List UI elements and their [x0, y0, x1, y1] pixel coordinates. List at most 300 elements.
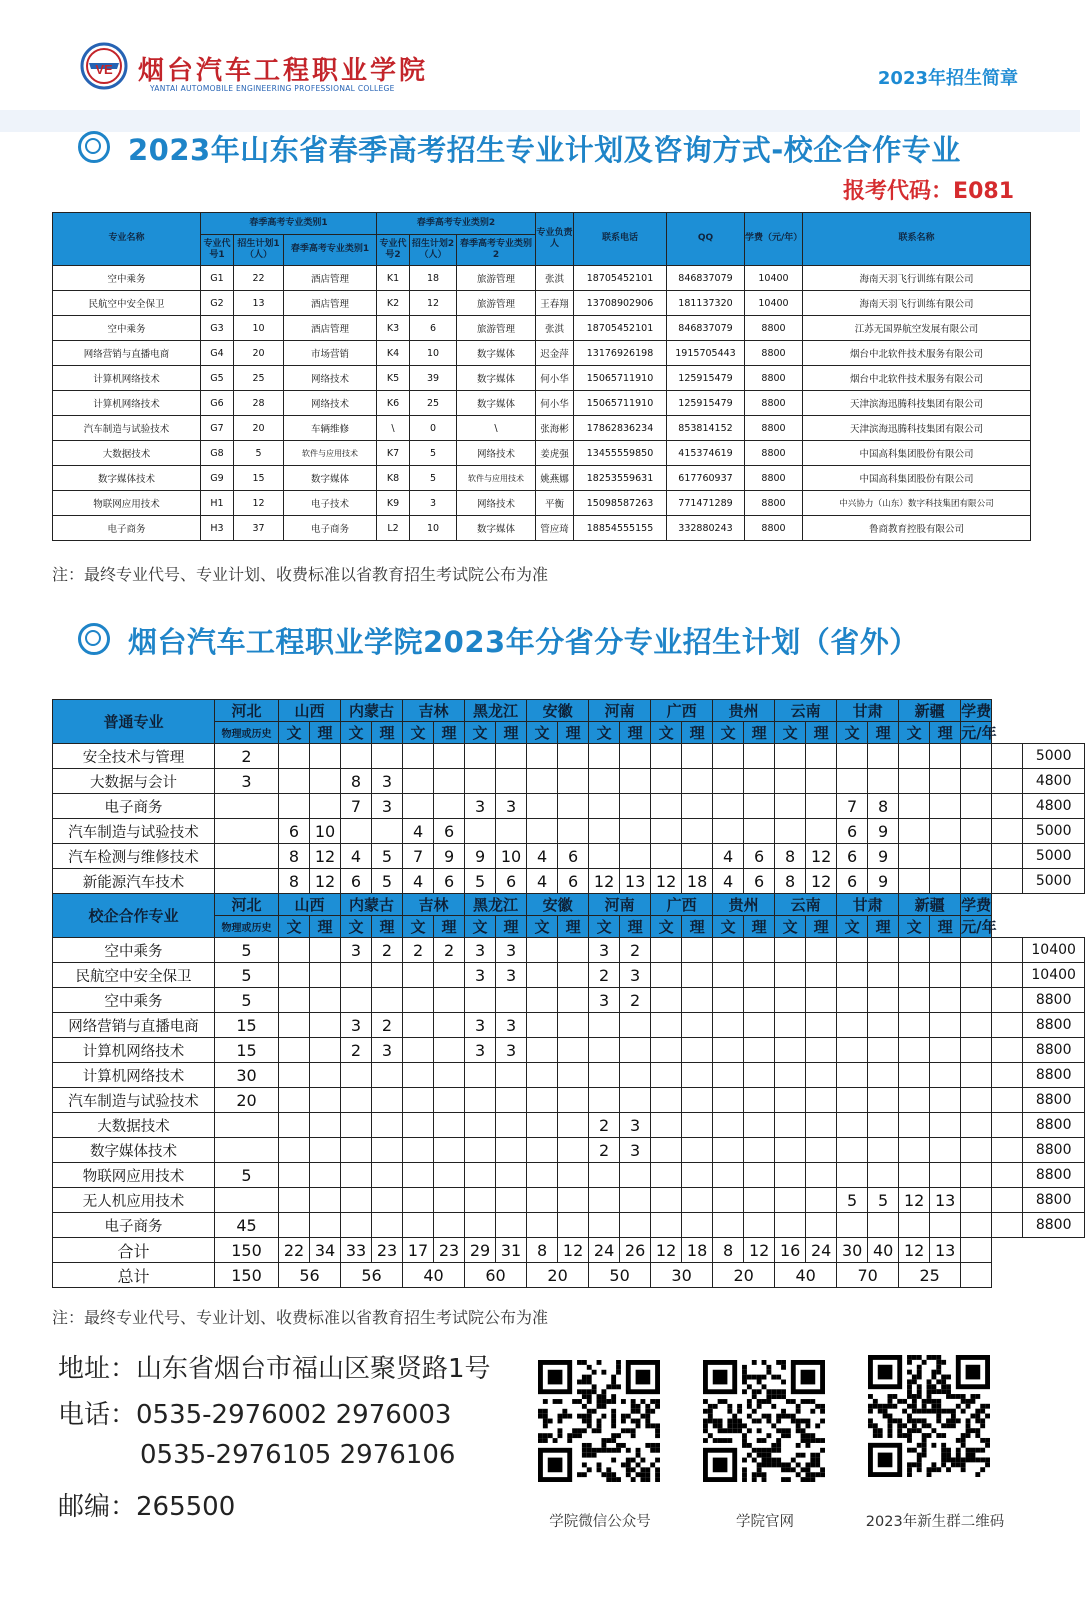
table-cell: 数字媒体	[457, 366, 536, 391]
table-cell: K5	[377, 366, 410, 391]
table-cell	[775, 744, 806, 769]
subject-header: 理	[930, 722, 961, 744]
table-cell: 3	[620, 1113, 651, 1138]
subject-header: 文	[279, 916, 310, 938]
subject-header: 理	[558, 916, 589, 938]
section1-note: 注：最终专业代号、专业计划、收费标准以省教育招生考试院公布为准	[52, 565, 549, 584]
table-cell	[682, 1213, 713, 1238]
table-cell	[868, 963, 899, 988]
table-cell: 12	[806, 844, 837, 869]
table-cell: 江苏无国界航空发展有限公司	[803, 316, 1031, 341]
table-cell	[713, 794, 744, 819]
subject-header: 文	[341, 722, 372, 744]
table-cell	[992, 744, 1023, 769]
subtotal-cell: 12	[744, 1238, 775, 1263]
circle-bullet-icon	[78, 131, 110, 163]
table-cell	[589, 844, 620, 869]
spring-exam-table	[52, 212, 1031, 541]
table-cell: 9	[868, 819, 899, 844]
table-cell	[744, 1088, 775, 1113]
province-header: 广西	[651, 894, 713, 916]
table-cell	[961, 1113, 992, 1138]
table-cell	[899, 1163, 930, 1188]
table-cell: 125915479	[667, 391, 745, 416]
table-cell	[651, 844, 682, 869]
col-code2: 专业代号2	[377, 235, 410, 266]
table-cell	[930, 794, 961, 819]
table-cell: 9	[868, 844, 899, 869]
table-cell: 4	[527, 869, 558, 894]
table-cell	[806, 1088, 837, 1113]
table-cell	[434, 744, 465, 769]
table-cell	[434, 1088, 465, 1113]
table-cell: 5	[372, 869, 403, 894]
table-cell	[372, 1188, 403, 1213]
table-cell	[992, 1163, 1023, 1188]
table-cell	[682, 988, 713, 1013]
table-cell	[496, 1163, 527, 1188]
subtotal-cell: 23	[372, 1238, 403, 1263]
table-cell	[341, 1138, 372, 1163]
table-cell	[930, 1213, 961, 1238]
table-cell	[992, 1213, 1023, 1238]
table-cell	[899, 794, 930, 819]
table-cell	[589, 1088, 620, 1113]
table-cell	[651, 1163, 682, 1188]
table-cell	[806, 988, 837, 1013]
table-cell	[930, 844, 961, 869]
table-cell: 12	[589, 869, 620, 894]
table-cell: 3	[496, 938, 527, 963]
college-name-cn: 烟台汽车工程职业学院	[138, 56, 429, 86]
table-cell	[775, 988, 806, 1013]
table-cell	[868, 769, 899, 794]
subject-header: 理	[310, 916, 341, 938]
table-cell	[434, 1113, 465, 1138]
group2-header: 春季高考专业类别2	[377, 213, 536, 235]
table-cell	[682, 1163, 713, 1188]
table-cell	[527, 1063, 558, 1088]
table-cell: 2	[620, 988, 651, 1013]
table-cell: 6	[410, 316, 457, 341]
table-cell	[868, 1038, 899, 1063]
table-row	[53, 1013, 1085, 1038]
table-cell: 13708902906	[574, 291, 667, 316]
category-header: 普通专业	[53, 700, 215, 744]
table-cell	[558, 938, 589, 963]
table-cell: 4	[713, 844, 744, 869]
table-cell: 10	[410, 341, 457, 366]
subject-header: 文	[899, 722, 930, 744]
table-cell	[372, 819, 403, 844]
table-row	[53, 291, 1031, 316]
table-cell	[620, 1063, 651, 1088]
table-cell	[682, 938, 713, 963]
table-cell: 7	[341, 794, 372, 819]
subject-header: 理	[682, 916, 713, 938]
table-cell: 10	[496, 844, 527, 869]
table-cell	[310, 1188, 341, 1213]
table-cell: 4	[403, 869, 434, 894]
table-cell: 15065711910	[574, 366, 667, 391]
table-cell	[899, 769, 930, 794]
subject-header: 理	[620, 916, 651, 938]
subtotal-cell: 8	[527, 1238, 558, 1263]
subtotal-cell: 12	[651, 1238, 682, 1263]
table-cell: 617760937	[667, 466, 745, 491]
table-cell	[713, 1113, 744, 1138]
table-cell	[279, 1113, 310, 1138]
table-cell	[744, 1038, 775, 1063]
table-cell	[899, 1013, 930, 1038]
table-cell	[558, 819, 589, 844]
table-cell	[215, 844, 279, 869]
table-cell	[868, 744, 899, 769]
table-cell	[527, 1113, 558, 1138]
table-cell	[961, 869, 992, 894]
table-cell: 3	[372, 794, 403, 819]
table-cell	[403, 988, 434, 1013]
table-cell	[806, 769, 837, 794]
table-cell: 计算机网络技术	[53, 1063, 215, 1088]
table-cell	[775, 1013, 806, 1038]
table-cell: 12	[899, 1188, 930, 1213]
table-cell	[651, 1038, 682, 1063]
table-cell	[775, 769, 806, 794]
table-cell	[310, 1213, 341, 1238]
table-cell: 12	[410, 291, 457, 316]
table-cell	[930, 744, 961, 769]
table-cell	[930, 1088, 961, 1113]
table-cell: 数字媒体	[457, 516, 536, 541]
table-cell: 5	[215, 988, 279, 1013]
table-cell: 汽车制造与试验技术	[53, 819, 215, 844]
table-cell: 海南天羽飞行训练有限公司	[803, 266, 1031, 291]
table-cell: 大数据技术	[53, 441, 201, 466]
table-cell	[496, 769, 527, 794]
table-cell	[682, 1038, 713, 1063]
table-cell	[403, 1038, 434, 1063]
table-cell: 5	[410, 441, 457, 466]
table-cell: G1	[201, 266, 234, 291]
table-header-row	[53, 700, 1085, 722]
table-cell	[961, 794, 992, 819]
table-cell	[279, 988, 310, 1013]
subtotal-cell: 18	[682, 1238, 713, 1263]
table-cell: G7	[201, 416, 234, 441]
table-cell: 10	[234, 316, 284, 341]
table-cell: 415374619	[667, 441, 745, 466]
table-cell: 7	[403, 844, 434, 869]
table-cell: 网络技术	[457, 491, 536, 516]
table-cell: 2	[372, 1013, 403, 1038]
college-name-en: YANTAI AUTOMOBILE ENGINEERING PROFESSIONAL COLLEGE	[150, 84, 395, 93]
table-cell: 3	[465, 963, 496, 988]
table-cell	[837, 1013, 868, 1038]
table-cell	[899, 1038, 930, 1063]
table-cell: 鲁商教育控股有限公司	[803, 516, 1031, 541]
table-row	[53, 1213, 1085, 1238]
table-cell: 平衡	[536, 491, 574, 516]
table-cell: K7	[377, 441, 410, 466]
table-cell: 13455559850	[574, 441, 667, 466]
col-phone: 联系电话	[574, 213, 667, 266]
wechat-qr-code-icon	[538, 1360, 660, 1482]
table-row	[53, 491, 1031, 516]
subject-header: 理	[806, 722, 837, 744]
table-cell	[589, 819, 620, 844]
table-cell	[620, 794, 651, 819]
table-cell	[434, 1038, 465, 1063]
table-cell: 10400	[1023, 938, 1085, 963]
table-cell	[558, 769, 589, 794]
table-cell: 6	[434, 819, 465, 844]
table-cell	[682, 1013, 713, 1038]
table-cell: 何小华	[536, 366, 574, 391]
table-cell: 3	[465, 1013, 496, 1038]
table-cell: 旅游管理	[457, 266, 536, 291]
section2-title: 烟台汽车工程职业学院2023年分省分专业招生计划（省外）	[78, 620, 919, 661]
table-cell	[930, 1138, 961, 1163]
table-cell: 45	[215, 1213, 279, 1238]
col-partner: 联系名称	[803, 213, 1031, 266]
table-cell: 12	[651, 869, 682, 894]
table-cell: 空中乘务	[53, 316, 201, 341]
table-cell	[744, 1138, 775, 1163]
table-row	[53, 769, 1085, 794]
table-cell: 25	[410, 391, 457, 416]
table-cell	[775, 938, 806, 963]
table-cell: 12	[310, 869, 341, 894]
table-cell	[496, 1088, 527, 1113]
province-header: 河南	[589, 894, 651, 916]
table-cell	[465, 1213, 496, 1238]
table-cell	[713, 1013, 744, 1038]
fee-header: 学费	[961, 700, 992, 722]
table-cell: 6	[434, 869, 465, 894]
province-header: 黑龙江	[465, 700, 527, 722]
table-cell	[620, 1188, 651, 1213]
brochure-title: 2023年招生简章	[877, 68, 1018, 89]
province-header: 新疆	[899, 894, 961, 916]
table-cell	[682, 844, 713, 869]
table-row	[53, 266, 1031, 291]
table-cell	[310, 769, 341, 794]
circle-bullet-icon	[78, 623, 110, 655]
table-cell: 2	[403, 938, 434, 963]
table-cell: 姚燕娜	[536, 466, 574, 491]
table-cell: 3	[215, 769, 279, 794]
table-cell	[434, 1138, 465, 1163]
table-cell	[930, 988, 961, 1013]
table-cell	[341, 1113, 372, 1138]
table-cell	[651, 819, 682, 844]
table-cell	[992, 794, 1023, 819]
table-cell: 8	[279, 869, 310, 894]
table-cell: 6	[744, 844, 775, 869]
subject-header: 理	[868, 722, 899, 744]
table-cell	[806, 744, 837, 769]
table-cell	[310, 1138, 341, 1163]
table-cell	[403, 1113, 434, 1138]
table-cell: 18	[682, 869, 713, 894]
province-header: 吉林	[403, 894, 465, 916]
table-cell	[589, 1163, 620, 1188]
province-header: 甘肃	[837, 700, 899, 722]
table-cell	[372, 1138, 403, 1163]
table-cell	[434, 1013, 465, 1038]
table-cell: 4	[527, 844, 558, 869]
table-cell: \	[457, 416, 536, 441]
table-cell: 18705452101	[574, 266, 667, 291]
table-cell	[930, 938, 961, 963]
table-cell	[682, 1138, 713, 1163]
table-cell	[961, 1088, 992, 1113]
table-cell	[806, 963, 837, 988]
table-cell	[215, 1188, 279, 1213]
table-cell	[620, 1213, 651, 1238]
table-cell	[215, 869, 279, 894]
table-cell: 烟台中北软件技术服务有限公司	[803, 341, 1031, 366]
table-cell	[527, 819, 558, 844]
table-cell	[558, 1163, 589, 1188]
table-cell	[682, 769, 713, 794]
subject-header: 文	[589, 722, 620, 744]
subject-header: 文	[837, 722, 868, 744]
table-cell: 5000	[1023, 869, 1085, 894]
table-cell	[279, 744, 310, 769]
table-cell	[651, 769, 682, 794]
table-cell: H3	[201, 516, 234, 541]
province-header: 甘肃	[837, 894, 899, 916]
subject-header: 文	[713, 722, 744, 744]
total-cell: 40	[775, 1263, 837, 1288]
subtotal-cell: 40	[868, 1238, 899, 1263]
table-cell: 8800	[745, 466, 803, 491]
col-code1: 专业代号1	[201, 235, 234, 266]
table-cell: 海南天羽飞行训练有限公司	[803, 291, 1031, 316]
table-cell	[527, 769, 558, 794]
table-cell: 18253559631	[574, 466, 667, 491]
table-cell	[899, 1088, 930, 1113]
table-cell	[372, 1088, 403, 1113]
table-cell: 8800	[1023, 1088, 1085, 1113]
table-cell: 20	[234, 416, 284, 441]
table-cell	[465, 988, 496, 1013]
table-cell	[279, 963, 310, 988]
table-cell	[806, 938, 837, 963]
table-cell	[651, 794, 682, 819]
table-cell: 5	[215, 1163, 279, 1188]
table-cell	[961, 1188, 992, 1213]
table-cell: 13176926198	[574, 341, 667, 366]
table-cell: 姜虎强	[536, 441, 574, 466]
table-cell: 5	[234, 441, 284, 466]
subject-header: 理	[682, 722, 713, 744]
subject-header: 文	[465, 722, 496, 744]
table-cell: 2	[589, 963, 620, 988]
table-cell: 张海彬	[536, 416, 574, 441]
table-cell: 2	[341, 1038, 372, 1063]
subject-header: 理	[496, 916, 527, 938]
table-cell	[837, 1138, 868, 1163]
table-cell: 数字媒体技术	[53, 466, 201, 491]
table-cell	[682, 1113, 713, 1138]
subject-header: 理	[868, 916, 899, 938]
table-row	[53, 466, 1031, 491]
province-header: 安徽	[527, 894, 589, 916]
table-cell: 853814152	[667, 416, 745, 441]
table-cell: 车辆维修	[284, 416, 377, 441]
subject-header: 文	[651, 916, 682, 938]
table-cell	[465, 819, 496, 844]
table-cell: 9	[868, 869, 899, 894]
table-cell: 5	[837, 1188, 868, 1213]
table-cell	[744, 1188, 775, 1213]
subject-header: 理	[620, 722, 651, 744]
subtotal-cell: 17	[403, 1238, 434, 1263]
table-row	[53, 1038, 1085, 1063]
table-cell: 中国高科集团股份有限公司	[803, 441, 1031, 466]
table-cell	[868, 1013, 899, 1038]
table-cell: 3	[341, 1013, 372, 1038]
table-row	[53, 1163, 1085, 1188]
table-cell: 10400	[745, 266, 803, 291]
table-cell	[215, 1113, 279, 1138]
subject-header: 理	[744, 916, 775, 938]
subject-header: 理	[372, 916, 403, 938]
table-cell	[806, 794, 837, 819]
subtotal-cell: 13	[930, 1238, 961, 1263]
table-cell: 5	[215, 938, 279, 963]
table-cell	[744, 988, 775, 1013]
table-cell: 8800	[1023, 1163, 1085, 1188]
table-cell	[713, 1038, 744, 1063]
table-cell: 安全技术与管理	[53, 744, 215, 769]
table-cell: 8800	[745, 366, 803, 391]
table-cell	[310, 794, 341, 819]
col-plan2: 招生计划2（人）	[410, 235, 457, 266]
table-cell	[899, 1213, 930, 1238]
table-cell	[403, 1188, 434, 1213]
table-cell: 10	[410, 516, 457, 541]
table-cell	[279, 1188, 310, 1213]
table-cell: 物联网应用技术	[53, 1163, 215, 1188]
table-cell	[992, 938, 1023, 963]
table-row	[53, 1138, 1085, 1163]
table-row	[53, 441, 1031, 466]
table-cell	[744, 1163, 775, 1188]
subject-header: 文	[651, 722, 682, 744]
table-cell: 王春翔	[536, 291, 574, 316]
table-cell: 771471289	[667, 491, 745, 516]
subject-header: 理	[744, 722, 775, 744]
table-cell	[341, 744, 372, 769]
table-cell	[651, 1088, 682, 1113]
table-cell	[279, 1013, 310, 1038]
table-cell: 4	[713, 869, 744, 894]
table-cell	[620, 1163, 651, 1188]
total-cell: 60	[465, 1263, 527, 1288]
subject-header: 文	[775, 916, 806, 938]
table-cell	[403, 1013, 434, 1038]
table-cell: 15	[215, 1038, 279, 1063]
table-cell	[713, 1163, 744, 1188]
subtotal-cell: 24	[589, 1238, 620, 1263]
table-cell: 网络营销与直播电商	[53, 1013, 215, 1038]
table-cell: 3	[496, 794, 527, 819]
table-cell	[527, 1213, 558, 1238]
